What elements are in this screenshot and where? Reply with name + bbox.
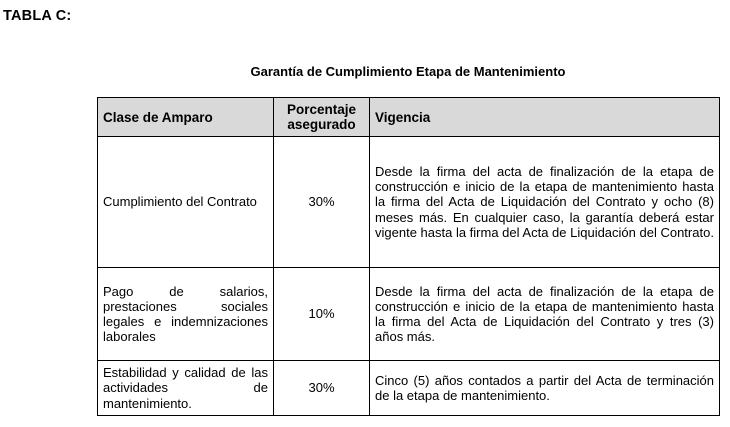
cell-porcentaje: 10%: [274, 268, 370, 361]
table-caption: Garantía de Cumplimiento Etapa de Mantenimiento: [250, 64, 566, 79]
table-row: [98, 137, 720, 268]
table-header-row: [98, 98, 720, 137]
table-heading: TABLA C:: [3, 8, 72, 24]
cell-vigencia: Cinco (5) años contados a partir del Acta de terminación de la etapa de mantenimiento.: [370, 361, 720, 416]
cell-porcentaje: 30%: [274, 137, 370, 268]
guarantee-table: [97, 97, 720, 416]
cell-vigencia: Desde la firma del acta de finalización de la etapa de construcción e inicio de la etapa de mantenimiento hasta la firma del Acta de Liquidación del Contrato y ocho (8) meses más. En cualquier caso, la garantía deberá estar vigente hasta la firma del Acta de Liquidación del Contrato.: [370, 137, 720, 268]
cell-vigencia: Desde la firma del acta de finalización de la etapa de construcción e inicio de la etapa de mantenimiento hasta la firma del Acta de Liquidación del Contrato y tres (3) años más.: [370, 268, 720, 361]
table-row: [98, 361, 720, 416]
cell-porcentaje: 30%: [274, 361, 370, 416]
table-row: [98, 268, 720, 361]
cell-clase: Pago de salarios, prestaciones sociales legales e indemnizaciones laborales: [98, 268, 274, 361]
header-clase: Clase de Amparo: [98, 98, 274, 137]
header-vigencia: Vigencia: [370, 98, 720, 137]
cell-clase: Estabilidad y calidad de las actividades de mantenimiento.: [98, 361, 274, 416]
header-porcentaje: Porcentaje asegurado: [274, 98, 370, 137]
cell-clase: Cumplimiento del Contrato: [98, 137, 274, 268]
